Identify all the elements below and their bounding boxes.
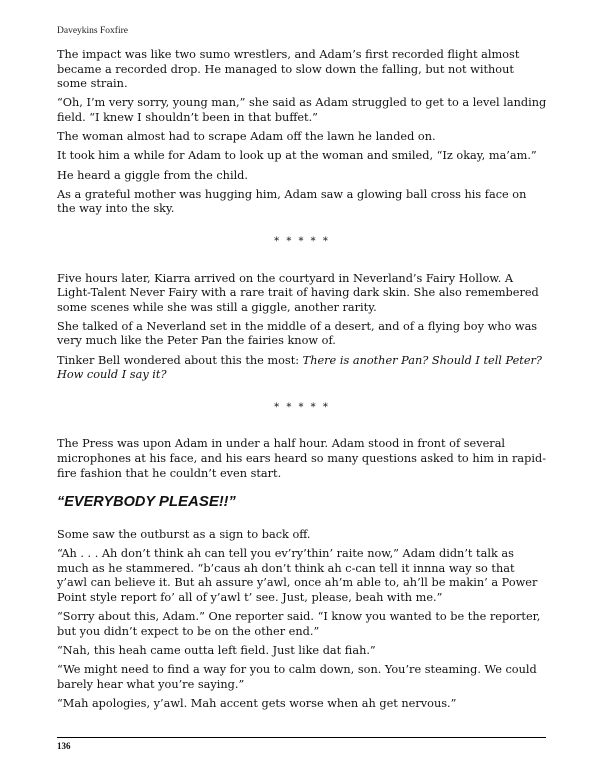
scene-separator: * * * * * bbox=[274, 235, 330, 247]
running-header-author: Daveykins Foxfire bbox=[57, 26, 128, 36]
shout-part: “EVERYBODY bbox=[57, 494, 159, 511]
paragraph: “Sorry about this, Adam.” One reporter said. “I know you wanted to be the reporter, but you didn’t expect to be on the other end.” bbox=[57, 609, 541, 638]
page-number: 136 bbox=[57, 741, 71, 751]
paragraph: The impact was like two sumo wrestlers, and Adam’s first recorded flight almost became a recorded drop. He managed to slow down the falling, but not without some strain. bbox=[57, 48, 520, 91]
paragraph: “We might need to find a way for you to calm down, son. You’re steaming. We could barely hear what you’re saying.” bbox=[57, 662, 537, 691]
scene-separator: * * * * * bbox=[274, 401, 330, 413]
paragraph-lead: Tinker Bell wondered about this the most: bbox=[57, 353, 303, 367]
paragraph: “Ah . . . Ah don’t think ah can tell you ev’ry’thin’ raite now,” Adam didn’t talk as much as he stammered. “b’caus ah don’t think ah c-can tell it innna way so that y’awl can believe it. But ah assure y’awl, once ah’m able to, ah’ll be makin’ a Power Point style report fo’ all of y’awl t’ see. Just, please, beah with me.” bbox=[57, 547, 538, 604]
paragraph: “Mah apologies, y’awl. Mah accent gets worse when ah get nervous.” bbox=[57, 696, 457, 710]
shout-emphasis: PLEASE bbox=[158, 493, 219, 511]
paragraph: The Press was upon Adam in under a half hour. Adam stood in front of several microphones at his face, and his ears heard so many questions asked to him in rapid-fire fashion that he couldn’t even start. bbox=[57, 437, 547, 480]
paragraph: He heard a giggle from the child. bbox=[57, 168, 248, 182]
shout-part: !!” bbox=[218, 494, 236, 511]
paragraph: It took him a while for Adam to look up at the woman and smiled, “Iz okay, ma’am.” bbox=[57, 149, 537, 163]
paragraph: She talked of a Neverland set in the middle of a desert, and of a flying boy who was very much like the Peter Pan the fairies know of. bbox=[57, 319, 538, 348]
body-text bbox=[57, 48, 547, 716]
paragraph: “Nah, this heah came outta left field. Just like dat fiah.” bbox=[57, 643, 376, 657]
paragraph: As a grateful mother was hugging him, Adam saw a glowing ball cross his face on the way into the sky. bbox=[57, 187, 527, 216]
footer-rule bbox=[57, 737, 546, 738]
paragraph: The woman almost had to scrape Adam off the lawn he landed on. bbox=[57, 130, 436, 144]
shout-heading bbox=[57, 495, 547, 510]
paragraph: Some saw the outburst as a sign to back off. bbox=[57, 527, 311, 541]
italic-thought: There is another Pan? Should I tell Peter? How could I say it? bbox=[57, 353, 542, 382]
paragraph-tinker-bell bbox=[57, 354, 547, 383]
paragraph: Five hours later, Kiarra arrived on the courtyard in Neverland’s Fairy Hollow. A Light-Talent Never Fairy with a rare trait of having dark skin. She also remembered some scenes while she was still a giggle, another rarity. bbox=[57, 271, 539, 314]
paragraph: “Oh, I’m very sorry, young man,” she said as Adam struggled to get to a level landing field. “I knew I shouldn’t been in that buffet.” bbox=[57, 96, 547, 124]
